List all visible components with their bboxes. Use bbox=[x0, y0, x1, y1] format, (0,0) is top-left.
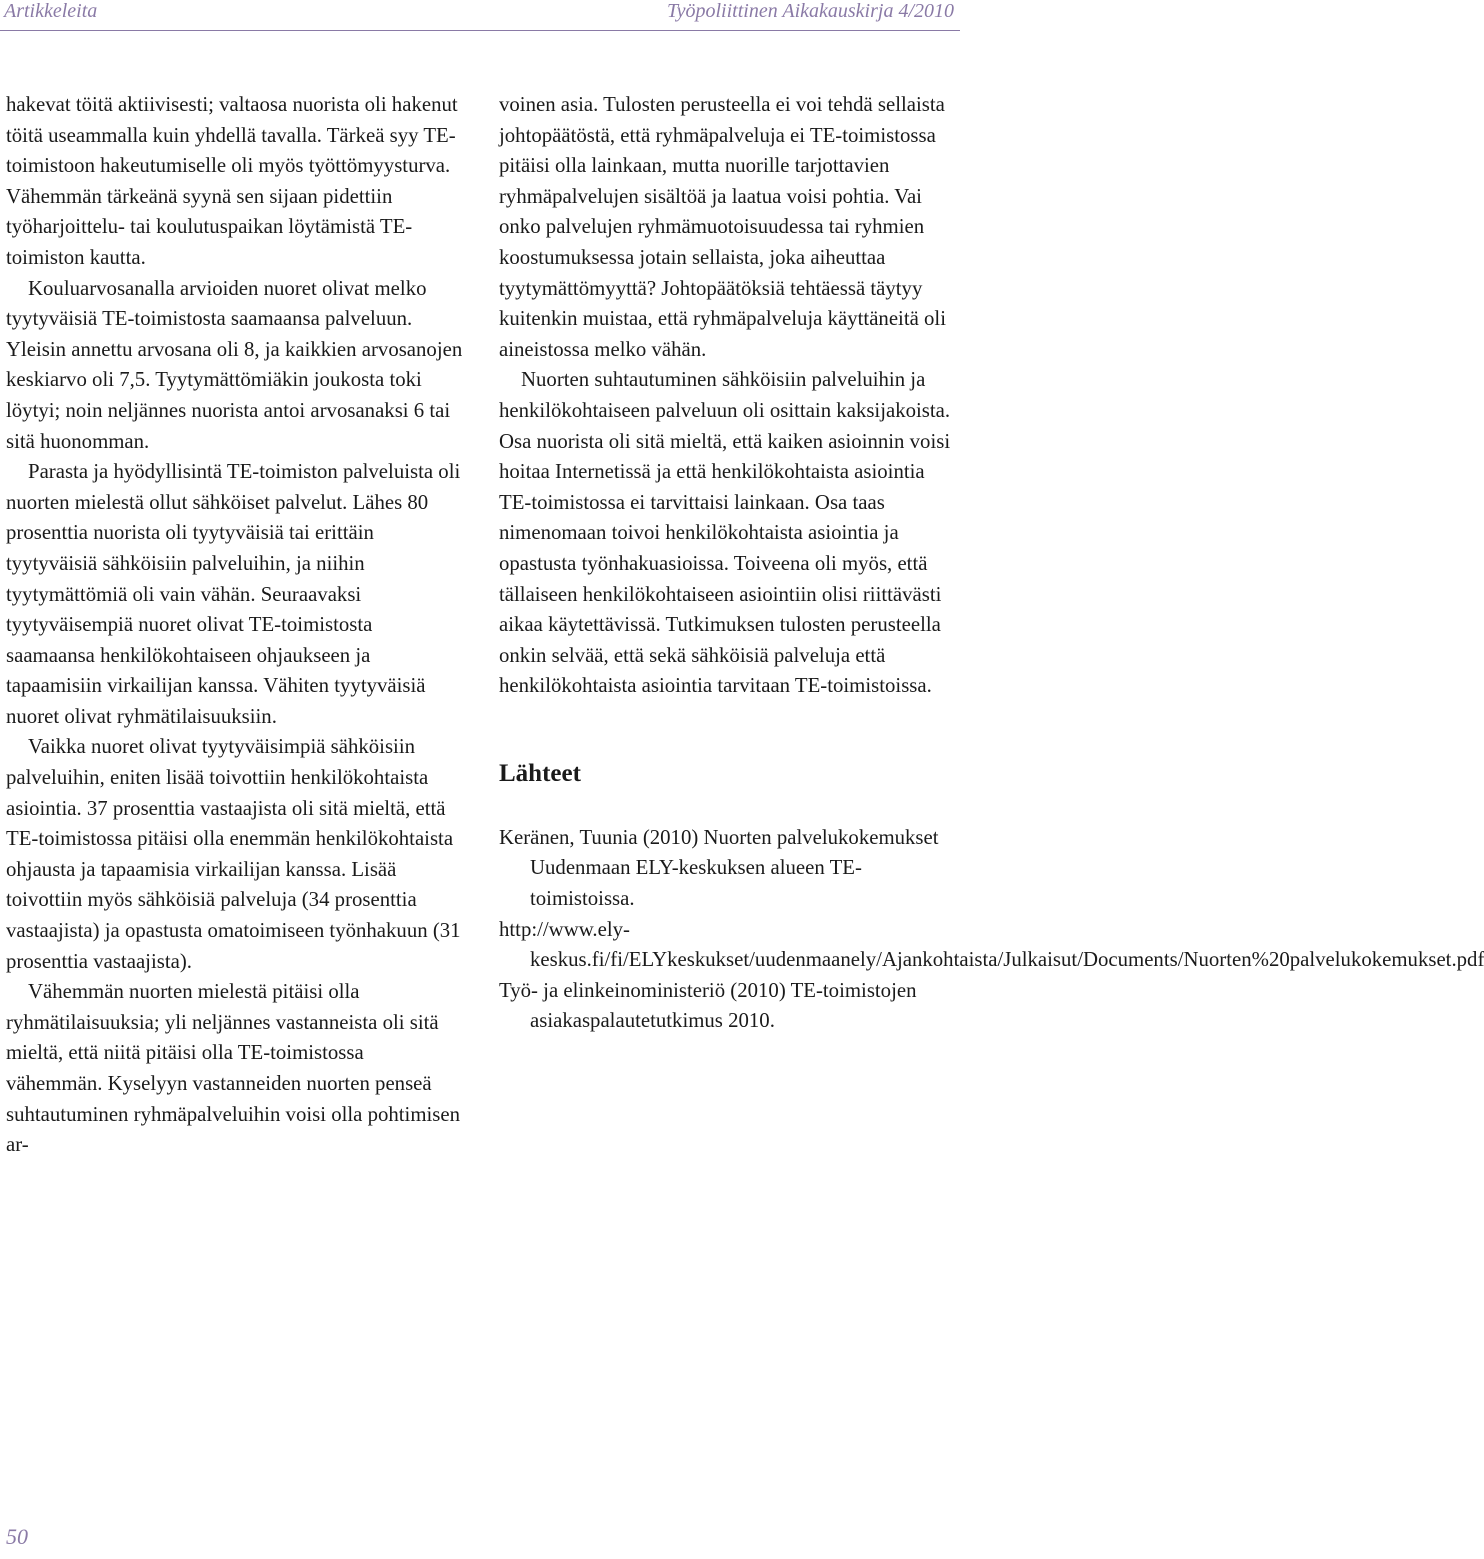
left-paragraph-1: hakevat töitä aktiivisesti; valtaosa nuorista oli hakenut töitä useammalla kuin yhdellä tavalla. Tärkeä syy TE-toimistoon hakeutumiselle oli myös työttömyysturva. Vähemmän tärkeänä syynä sen sijaan pidettiin työharjoittelu- tai koulutuspaikan löytämistä TE-toimiston kautta. bbox=[6, 93, 458, 269]
reference-item: Keränen, Tuunia (2010) Nuorten palvelukokemukset Uudenmaan ELY-keskuksen alueen TE-toimistoissa. bbox=[499, 825, 939, 911]
journal-label: Työpoliittinen Aikakauskirja 4/2010 bbox=[666, 0, 954, 22]
header-rule bbox=[0, 30, 960, 31]
references-heading: Lähteet bbox=[499, 759, 581, 787]
left-paragraph-4: Vaikka nuoret olivat tyytyväisimpiä sähköisiin palveluihin, eniten lisää toivottiin henkilökohtaista asiointia. 37 prosenttia vastaajista oli sitä mieltä, että TE-toimistossa pitäisi olla enemmän henkilökohtaista ohjausta ja tapaamisia virkailijan kanssa. Lisää toivottiin myös sähköisiä palveluja (34 prosenttia vastaajista) ja opastusta omatoimiseen työnhakuun (31 prosenttia vastaajista). bbox=[6, 735, 461, 973]
left-paragraph-3: Parasta ja hyödyllisintä TE-toimiston palveluista oli nuorten mielestä ollut sähköiset palvelut. Lähes 80 prosenttia nuorista oli tyytyväisiä tai erittäin tyytyväisiä sähköisiin palveluihin, ja niihin tyytymättömiä oli vain vähän. Seuraavaksi tyytyväisempiä nuoret olivat TE-toimistosta saamaansa henkilökohtaiseen ohjaukseen ja tapaamisiin virkailijan kanssa. Vähiten tyytyväisiä nuoret olivat ryhmätilaisuuksiin. bbox=[6, 460, 461, 728]
left-column bbox=[6, 90, 464, 1161]
page-number: 50 bbox=[6, 1524, 28, 1549]
right-paragraph-2: Nuorten suhtautuminen sähköisiin palveluihin ja henkilökohtaiseen palveluun oli osittain kaksijakoista. Osa nuorista oli sitä mieltä, että kaiken asioinnin voisi hoitaa Internetissä ja että henkilökohtaista asiointia TE-toimistossa ei tarvittaisi lainkaan. Osa taas nimenomaan toivoi henkilökohtaista asiointia ja opastusta työnhakuasioissa. Toiveena oli myös, että tällaiseen henkilökohtaiseen asiointiin olisi riittävästi aikaa käytettävissä. Tutkimuksen tulosten perusteella onkin selvää, että sekä sähköisiä palveluja että henkilökohtaista asiointia tarvitaan TE-toimistoissa. bbox=[499, 368, 951, 698]
right-paragraph-1: voinen asia. Tulosten perusteella ei voi tehdä sellaista johtopäätöstä, että ryhmäpalveluja ei TE-toimistossa pitäisi olla lainkaan, mutta nuorille tarjottavien ryhmäpalvelujen sisältöä ja laatua voisi pohtia. Vai onko palvelujen ryhmämuotoisuudessa tai ryhmien koostumuksessa jotain sellaista, joka aiheuttaa tyytymättömyyttä? Johtopäätöksiä tehtäessä täytyy kuitenkin muistaa, että ryhmäpalveluja käyttäneitä oli aineistossa melko vähän. bbox=[499, 93, 946, 361]
references-list bbox=[499, 823, 1484, 1037]
right-column bbox=[499, 90, 1484, 1037]
reference-item: Työ- ja elinkeinoministeriö (2010) TE-toimistojen asiakaspalautetutkimus 2010. bbox=[499, 978, 917, 1033]
running-header bbox=[0, 0, 960, 34]
reference-url[interactable]: http://www.ely-keskus.fi/fi/ELYkeskukset/uudenmaanely/Ajankohtaista/Julkaisut/Documents/Nuorten%20palvelukokemukset.pdf bbox=[499, 917, 1484, 972]
left-paragraph-5: Vähemmän nuorten mielestä pitäisi olla ryhmätilaisuuksia; yli neljännes vastanneista oli sitä mieltä, että niitä pitäisi olla TE-toimistossa vähemmän. Kyselyyn vastanneiden nuorten penseä suhtautuminen ryhmäpalveluihin voisi olla pohtimisen ar- bbox=[6, 980, 461, 1157]
left-paragraph-2: Kouluarvosanalla arvioiden nuoret olivat melko tyytyväisiä TE-toimistosta saamaansa palveluun. Yleisin annettu arvosana oli 8, ja kaikkien arvosanojen keskiarvo oli 7,5. Tyytymättömiäkin joukosta toki löytyi; noin neljännes nuorista antoi arvosanaksi 6 tai sitä huonomman. bbox=[6, 276, 463, 453]
section-label: Artikkeleita bbox=[4, 0, 98, 22]
